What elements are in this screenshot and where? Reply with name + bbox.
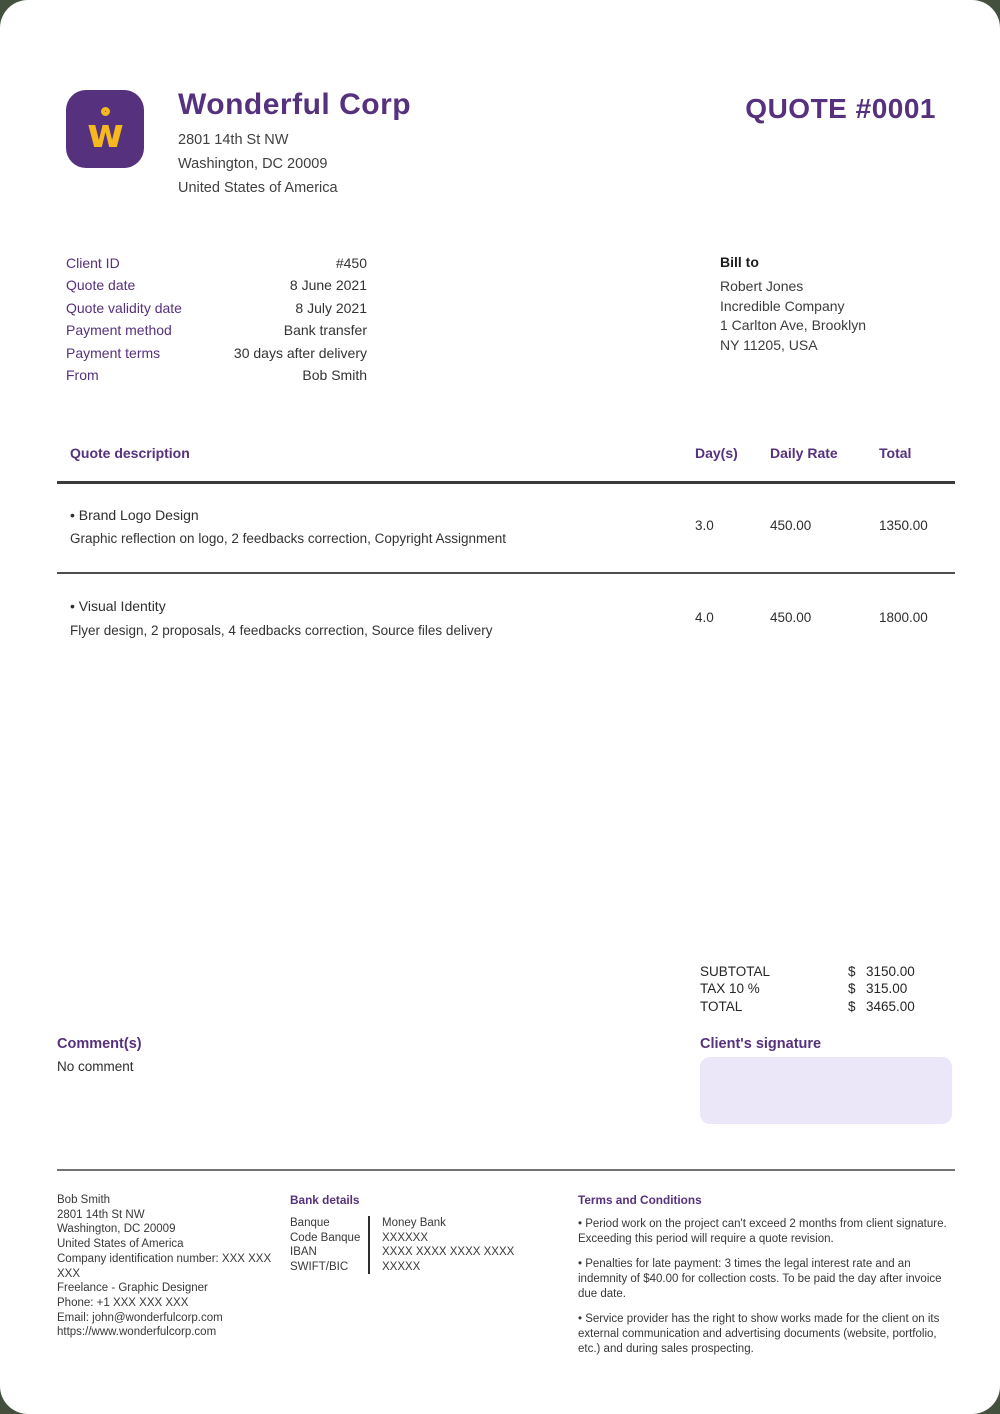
footer-divider xyxy=(57,1169,955,1171)
bill-to-line: 1 Carlton Ave, Brooklyn xyxy=(720,317,867,334)
table-header-rate: Daily Rate xyxy=(770,445,838,461)
company-name: Wonderful Corp xyxy=(178,88,412,121)
currency-symbol: $ xyxy=(848,964,856,979)
bank-label: IBAN xyxy=(290,1246,317,1258)
bill-to-line: Incredible Company xyxy=(720,297,845,314)
detail-value: 30 days after delivery xyxy=(233,344,367,361)
contact-line: 2801 14th St NW xyxy=(57,1208,145,1221)
detail-value: Bob Smith xyxy=(302,366,367,383)
company-logo xyxy=(66,90,144,168)
currency-symbol: $ xyxy=(848,981,856,997)
comments-text: No comment xyxy=(57,1059,134,1074)
contact-website: https://www.wonderfulcorp.com xyxy=(57,1326,217,1339)
subtotal-row xyxy=(700,963,918,980)
terms-section xyxy=(578,1193,952,1357)
comments-heading: Comment(s) xyxy=(57,1036,142,1052)
detail-label: From xyxy=(66,366,99,383)
totals-section xyxy=(700,963,918,1015)
table-header-total: Total xyxy=(879,445,912,461)
subtotal-value: 3150.00 xyxy=(866,964,915,979)
terms-paragraph: • Period work on the project can't exceed 2 months from client signature. Exceeding this period will require a quote revision. xyxy=(578,1218,947,1245)
item-days: 4.0 xyxy=(695,610,714,625)
bank-label: Code Banque xyxy=(290,1231,361,1244)
detail-row-payment-method xyxy=(66,322,367,344)
detail-row-payment-terms xyxy=(66,345,367,367)
detail-row-quote-date xyxy=(66,277,367,299)
bank-label: SWIFT/BIC xyxy=(290,1260,349,1273)
tax-label: TAX 10 % xyxy=(700,981,760,997)
contact-line: Bob Smith xyxy=(57,1194,111,1206)
bank-value: XXXXXX xyxy=(382,1231,429,1244)
total-row xyxy=(700,998,918,1015)
contact-line: Company identification number: XXX XXX XXX xyxy=(57,1252,272,1280)
bank-details-heading: Bank details xyxy=(290,1193,360,1207)
total-value: 3465.00 xyxy=(866,998,915,1014)
detail-value: 8 July 2021 xyxy=(295,299,367,316)
company-address xyxy=(178,128,338,200)
terms-paragraph: • Penalties for late payment: 3 times the legal interest rate and an indemnity of $40.00 for collection costs. To be paid the day after invoice due date. xyxy=(578,1258,942,1300)
item-total: 1350.00 xyxy=(879,518,928,533)
logo-letter: w xyxy=(87,111,123,157)
item-description: Flyer design, 2 proposals, 4 feedbacks correction, Source files delivery xyxy=(70,623,493,638)
quote-number: QUOTE #0001 xyxy=(745,93,936,124)
item-description: Graphic reflection on logo, 2 feedbacks correction, Copyright Assignment xyxy=(70,531,506,546)
item-days: 3.0 xyxy=(695,518,714,533)
detail-label: Quote validity date xyxy=(66,299,182,316)
contact-phone: Phone: +1 XXX XXX XXX xyxy=(57,1296,189,1309)
item-title: • Brand Logo Design xyxy=(70,507,199,523)
detail-label: Payment method xyxy=(66,322,172,339)
bill-to-section xyxy=(720,254,950,355)
bank-value: Money Bank xyxy=(382,1217,446,1229)
table-header-days: Day(s) xyxy=(695,445,738,461)
item-rate: 450.00 xyxy=(770,610,812,625)
bank-labels-column xyxy=(290,1216,368,1274)
detail-label: Quote date xyxy=(66,277,136,294)
contact-line: Washington, DC 20009 xyxy=(57,1223,176,1236)
detail-row-validity-date xyxy=(66,300,367,322)
bank-details-table xyxy=(290,1216,560,1274)
bank-label: Banque xyxy=(290,1217,330,1229)
contact-line: United States of America xyxy=(57,1238,184,1251)
detail-label: Payment terms xyxy=(66,344,161,361)
contact-email: Email: john@wonderfulcorp.com xyxy=(57,1311,223,1324)
detail-label: Client ID xyxy=(66,255,120,271)
item-total: 1800.00 xyxy=(879,610,928,625)
bill-to-line: Robert Jones xyxy=(720,278,804,294)
quote-details xyxy=(66,255,367,389)
detail-row-from xyxy=(66,367,367,389)
bank-value: XXXXX xyxy=(382,1260,421,1273)
contact-line: Freelance - Graphic Designer xyxy=(57,1282,208,1295)
tax-value: 315.00 xyxy=(866,981,908,997)
footer-contact-section xyxy=(57,1193,282,1340)
bank-value: XXXX XXXX XXXX XXXX xyxy=(382,1246,515,1258)
terms-heading: Terms and Conditions xyxy=(578,1193,702,1207)
total-label: TOTAL xyxy=(700,998,743,1014)
bill-to-line: NY 11205, USA xyxy=(720,336,818,353)
detail-row-client-id xyxy=(66,255,367,277)
bank-details-section xyxy=(290,1193,560,1274)
signature-field[interactable] xyxy=(700,1057,952,1124)
signature-heading: Client's signature xyxy=(700,1036,822,1052)
detail-value: 8 June 2021 xyxy=(289,277,367,294)
company-address-line: Washington, DC 20009 xyxy=(178,156,328,172)
detail-value: Bank transfer xyxy=(283,322,367,339)
terms-paragraph: • Service provider has the right to show works made for the client on its external communication and advertising documents (website, portfolio, etc.) and during sales prospecting. xyxy=(578,1313,940,1355)
detail-value: #450 xyxy=(335,255,367,271)
subtotal-label: SUBTOTAL xyxy=(700,964,771,979)
bank-values-column xyxy=(368,1216,514,1274)
item-rate: 450.00 xyxy=(770,518,812,533)
table-header-description: Quote description xyxy=(70,445,190,461)
item-title: • Visual Identity xyxy=(70,598,166,614)
table-row-divider xyxy=(57,572,955,574)
currency-symbol: $ xyxy=(848,998,856,1014)
tax-row xyxy=(700,980,918,997)
bill-to-heading: Bill to xyxy=(720,254,759,270)
company-address-line: United States of America xyxy=(178,180,338,196)
company-address-line: 2801 14th St NW xyxy=(178,132,289,148)
table-header-divider xyxy=(57,481,955,484)
